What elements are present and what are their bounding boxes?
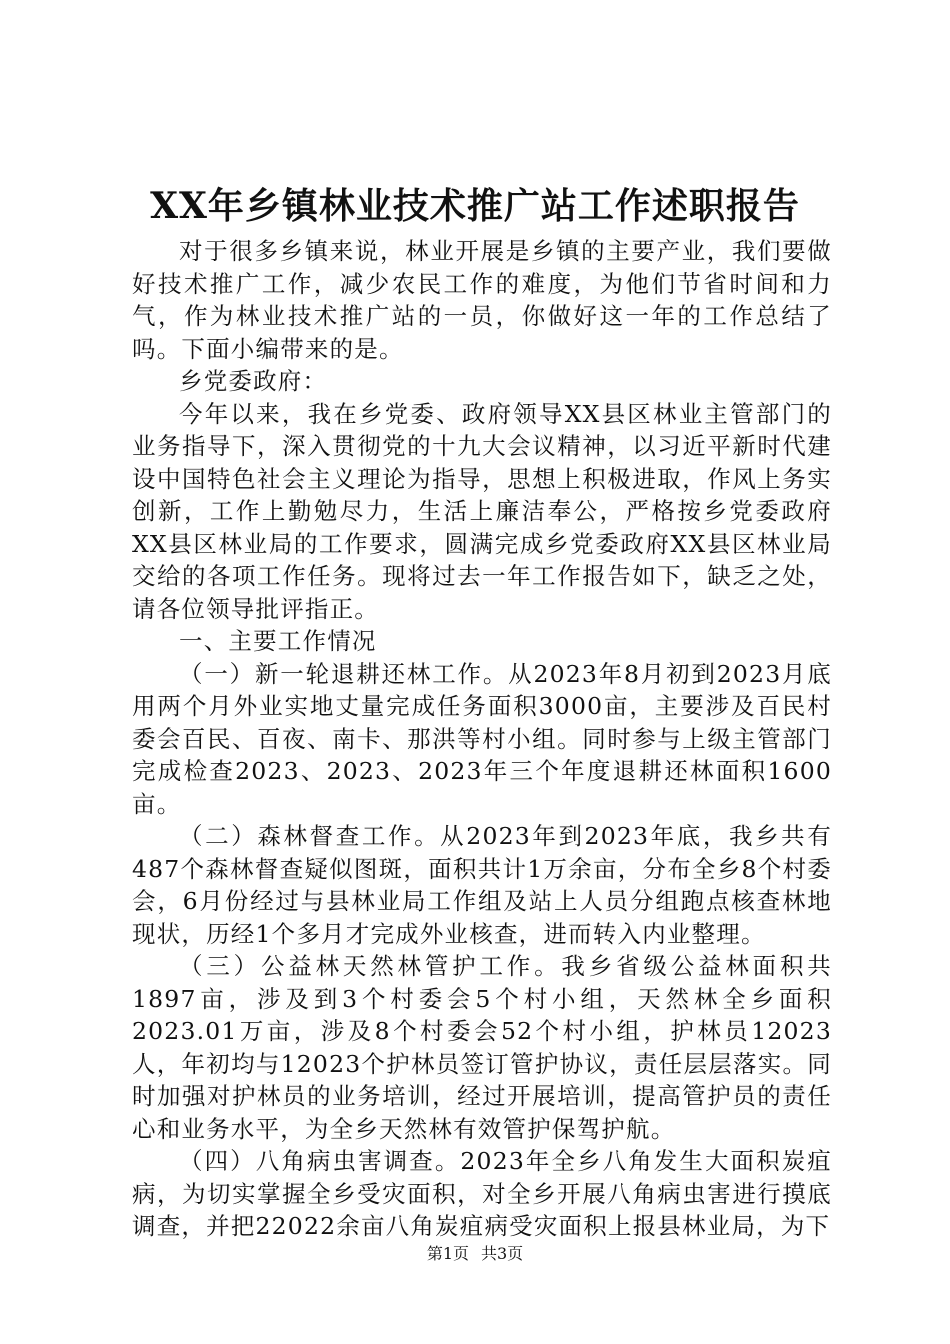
paragraph-intro: 对于很多乡镇来说，林业开展是乡镇的主要产业，我们要做好技术推广工作，减少农民工作的难度，为他们节省时间和力气，作为林业技术推广站的一员，你做好这一年的工作总结了吗。下面小编带来的是。	[132, 237, 832, 363]
section-heading-main-work: 一、主要工作情况	[179, 627, 377, 655]
paragraph-item-2: （二）森林督查工作。从2023年到2023年底，我乡共有487个森林督查疑似图斑，面积共计1万余亩，分布全乡8个村委会，6月份经过与县林业局工作组及站上人员分组跑点核查林地现状，历经1个多月才完成外业核查，进而转入内业整理。	[132, 822, 832, 948]
paragraph-salutation: 乡党委政府：	[179, 367, 328, 395]
page-footer	[0, 1243, 950, 1265]
page-number: 第1页	[426, 1244, 469, 1263]
paragraph-item-1: （一）新一轮退耕还林工作。从2023年8月初到2023月底用两个月外业实地丈量完成任务面积3000亩，主要涉及百民村委会百民、百夜、南卡、那洪等村小组。同时参与上级主管部门完成检查2023、2023、2023年三个年度退耕还林面积1600亩。	[132, 659, 832, 818]
paragraph-item-4: （四）八角病虫害调查。2023年全乡八角发生大面积炭疽病，为切实掌握全乡受灾面积，对全乡开展八角病虫害进行摸底调查，并把22022余亩八角炭疽病受灾面积上报县林业局，为下	[132, 1147, 832, 1240]
paragraph-opening: 今年以来，我在乡党委、政府领导XX县区林业主管部门的业务指导下，深入贯彻党的十九大会议精神，以习近平新时代建设中国特色社会主义理论为指导，思想上积极进取，作风上务实创新，工作上勤勉尽力，生活上廉洁奉公，严格按乡党委政府XX县区林业局的工作要求，圆满完成乡党委政府XX县区林业局交给的各项工作任务。现将过去一年工作报告如下，缺乏之处，请各位领导批评指正。	[132, 399, 832, 623]
paragraph-item-3: （三）公益林天然林管护工作。我乡省级公益林面积共1897亩，涉及到3个村委会5个村小组，天然林全乡面积2023.01万亩，涉及8个村委会52个村小组，护林员12023人，年初均与12023个护林员签订管护协议，责任层层落实。同时加强对护林员的业务培训，经过开展培训，提高管护员的责任心和业务水平，为全乡天然林有效管护保驾护航。	[132, 952, 832, 1143]
document-title: XX年乡镇林业技术推广站工作述职报告	[150, 185, 800, 227]
document-body	[132, 235, 832, 1243]
page-total: 共3页	[481, 1244, 524, 1263]
